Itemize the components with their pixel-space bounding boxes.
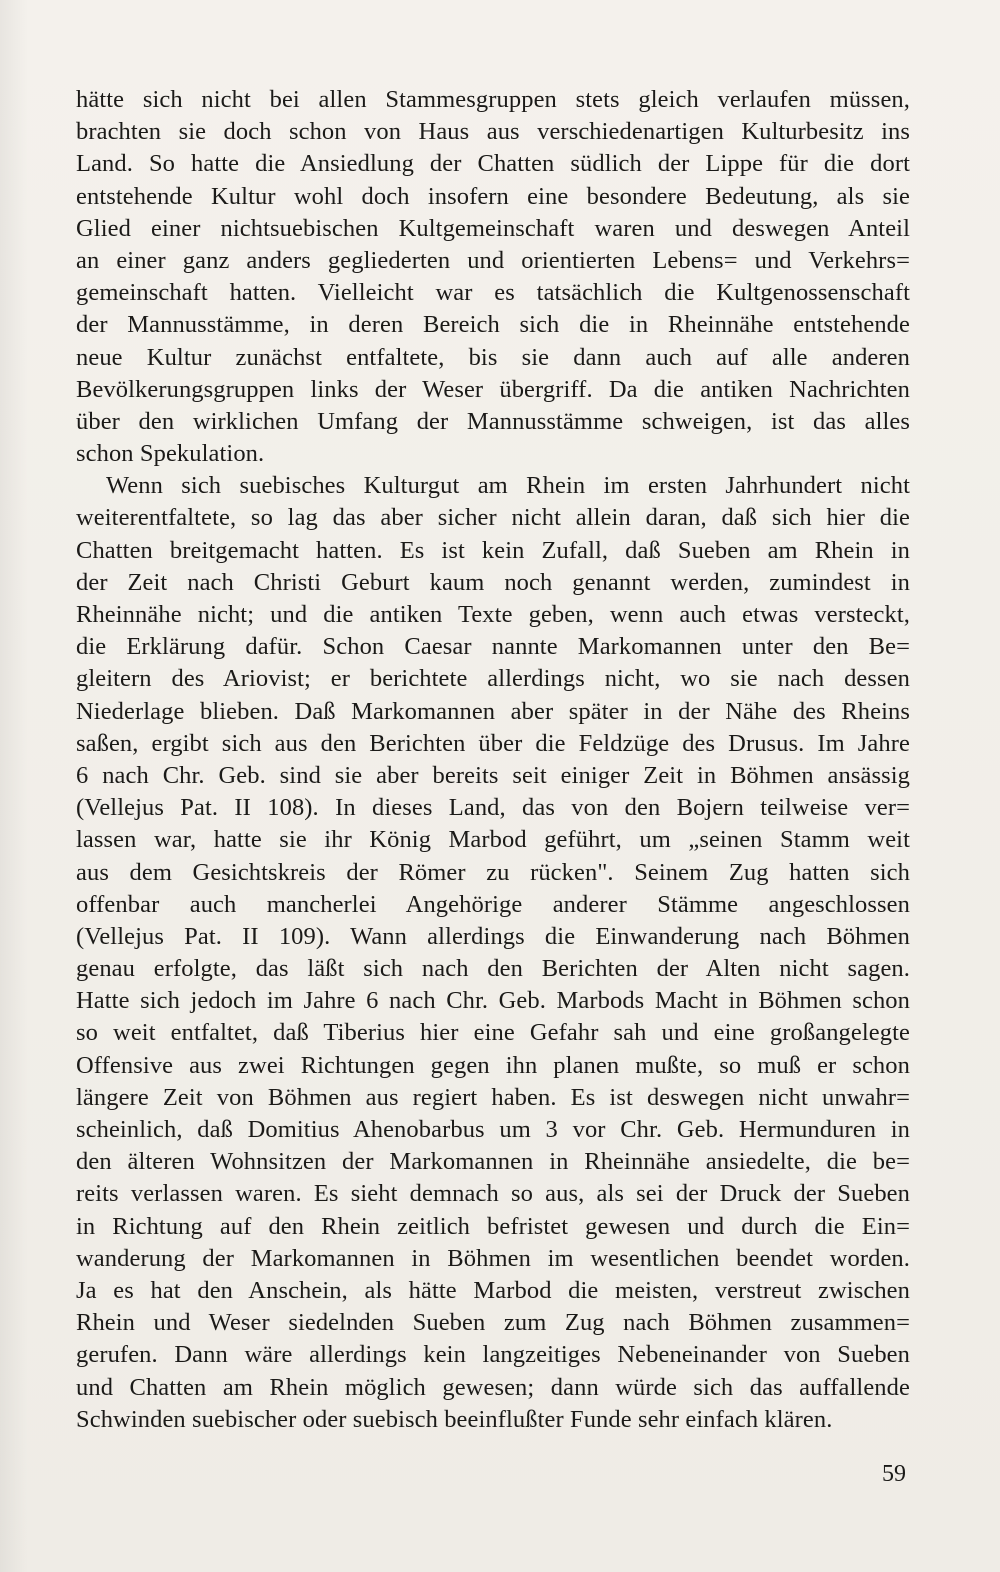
text-line: Offensive aus zwei Richtungen gegen ihn planen mußte, so muß er schon xyxy=(76,1051,910,1079)
text-line: 6 nach Chr. Geb. sind sie aber bereits seit einiger Zeit in Böhmen ansässig xyxy=(76,761,910,789)
text-line: so weit entfaltet, daß Tiberius hier eine Gefahr sah und eine großangelegte xyxy=(76,1019,910,1047)
text-line: scheinlich, daß Domitius Ahenobarbus um 3 vor Chr. Geb. Hermunduren in xyxy=(76,1116,910,1143)
text-line: Ja es hat den Anschein, als hätte Marbod die meisten, verstreut zwischen xyxy=(76,1276,910,1304)
text-line: die Erklärung dafür. Schon Caesar nannte Markomannen unter den Be= xyxy=(76,633,910,661)
text-line: offenbar auch mancherlei Angehörige anderer Stämme angeschlossen xyxy=(76,890,910,918)
text-line: Wenn sich suebisches Kulturgut am Rhein im ersten Jahrhundert nicht xyxy=(106,472,910,500)
text-line: und Chatten am Rhein möglich gewesen; dann würde sich das auffallende xyxy=(76,1373,910,1401)
text-line: Chatten breitgemacht hatten. Es ist kein Zufall, daß Sueben am Rhein in xyxy=(76,536,910,564)
text-line: den älteren Wohnsitzen der Markomannen in Rheinnähe ansiedelte, die be= xyxy=(76,1148,910,1176)
text-line: wanderung der Markomannen in Böhmen im wesentlichen beendet worden. xyxy=(76,1244,910,1272)
text-line: Land. So hatte die Ansiedlung der Chatten südlich der Lippe für die dort xyxy=(76,150,910,178)
text-line: (Vellejus Pat. II 109). Wann allerdings die Einwanderung nach Böhmen xyxy=(76,922,910,950)
text-line: brachten sie doch schon von Haus aus verschiedenartigen Kulturbesitz ins xyxy=(76,118,910,146)
text-line: genau erfolgte, das läßt sich nach den Berichten der Alten nicht sagen. xyxy=(76,955,910,983)
text-line: Niederlage blieben. Daß Markomannen aber später in der Nähe des Rheins xyxy=(76,697,910,725)
text-line: (Vellejus Pat. II 108). In dieses Land, das von den Bojern teilweise ver= xyxy=(76,794,910,822)
text-line: über den wirklichen Umfang der Mannusstämme schweigen, ist das alles xyxy=(76,407,910,435)
text-line: Bevölkerungsgruppen links der Weser übergriff. Da die antiken Nachrichten xyxy=(76,375,910,403)
text-line: der Zeit nach Christi Geburt kaum noch genannt werden, zumindest in xyxy=(76,568,910,596)
text-line: Rhein und Weser siedelnden Sueben zum Zug nach Böhmen zusammen= xyxy=(76,1309,910,1337)
text-line: in Richtung auf den Rhein zeitlich befristet gewesen und durch die Ein= xyxy=(76,1212,910,1240)
text-line: gleitern des Ariovist; er berichtete allerdings nicht, wo sie nach dessen xyxy=(76,665,910,693)
page-number: 59 xyxy=(882,1461,906,1487)
text-line: längere Zeit von Böhmen aus regiert haben. Es ist deswegen nicht unwahr= xyxy=(76,1083,910,1111)
text-line: lassen war, hatte sie ihr König Marbod geführt, um „seinen Stamm weit xyxy=(76,826,910,854)
text-line: gerufen. Dann wäre allerdings kein langzeitiges Nebeneinander von Sueben xyxy=(76,1341,910,1369)
body-text xyxy=(76,84,910,1436)
text-line: aus dem Gesichtskreis der Römer zu rücken". Seinem Zug hatten sich xyxy=(76,858,910,886)
text-line: schon Spekulation. xyxy=(76,440,265,468)
text-line: Hatte sich jedoch im Jahre 6 nach Chr. Geb. Marbods Macht in Böhmen schon xyxy=(76,987,910,1015)
text-line: gemeinschaft hatten. Vielleicht war es tatsächlich die Kultgenossenschaft xyxy=(76,279,910,307)
text-line: Schwinden suebischer oder suebisch beeinflußter Funde sehr einfach klären. xyxy=(76,1405,833,1433)
text-line: entstehende Kultur wohl doch insofern eine besondere Bedeutung, als sie xyxy=(76,182,910,210)
text-line: hätte sich nicht bei allen Stammesgruppen stets gleich verlaufen müssen, xyxy=(76,86,910,113)
text-line: Glied einer nichtsuebischen Kultgemeinschaft waren und deswegen Anteil xyxy=(76,214,910,242)
text-line: Rheinnähe nicht; und die antiken Texte geben, wenn auch etwas versteckt, xyxy=(76,601,910,628)
text-line: saßen, ergibt sich aus den Berichten über die Feldzüge des Drusus. Im Jahre xyxy=(76,729,910,757)
text-line: an einer ganz anders gegliederten und orientierten Lebens= und Verkehrs= xyxy=(76,246,910,274)
text-line: der Mannusstämme, in deren Bereich sich die in Rheinnähe entstehende xyxy=(76,311,910,339)
text-line: neue Kultur zunächst entfaltete, bis sie dann auch auf alle anderen xyxy=(76,343,910,371)
text-line: weiterentfaltete, so lag das aber sicher nicht allein daran, daß sich hier die xyxy=(76,504,910,532)
text-line: reits verlassen waren. Es sieht demnach so aus, als sei der Druck der Sueben xyxy=(76,1180,910,1208)
